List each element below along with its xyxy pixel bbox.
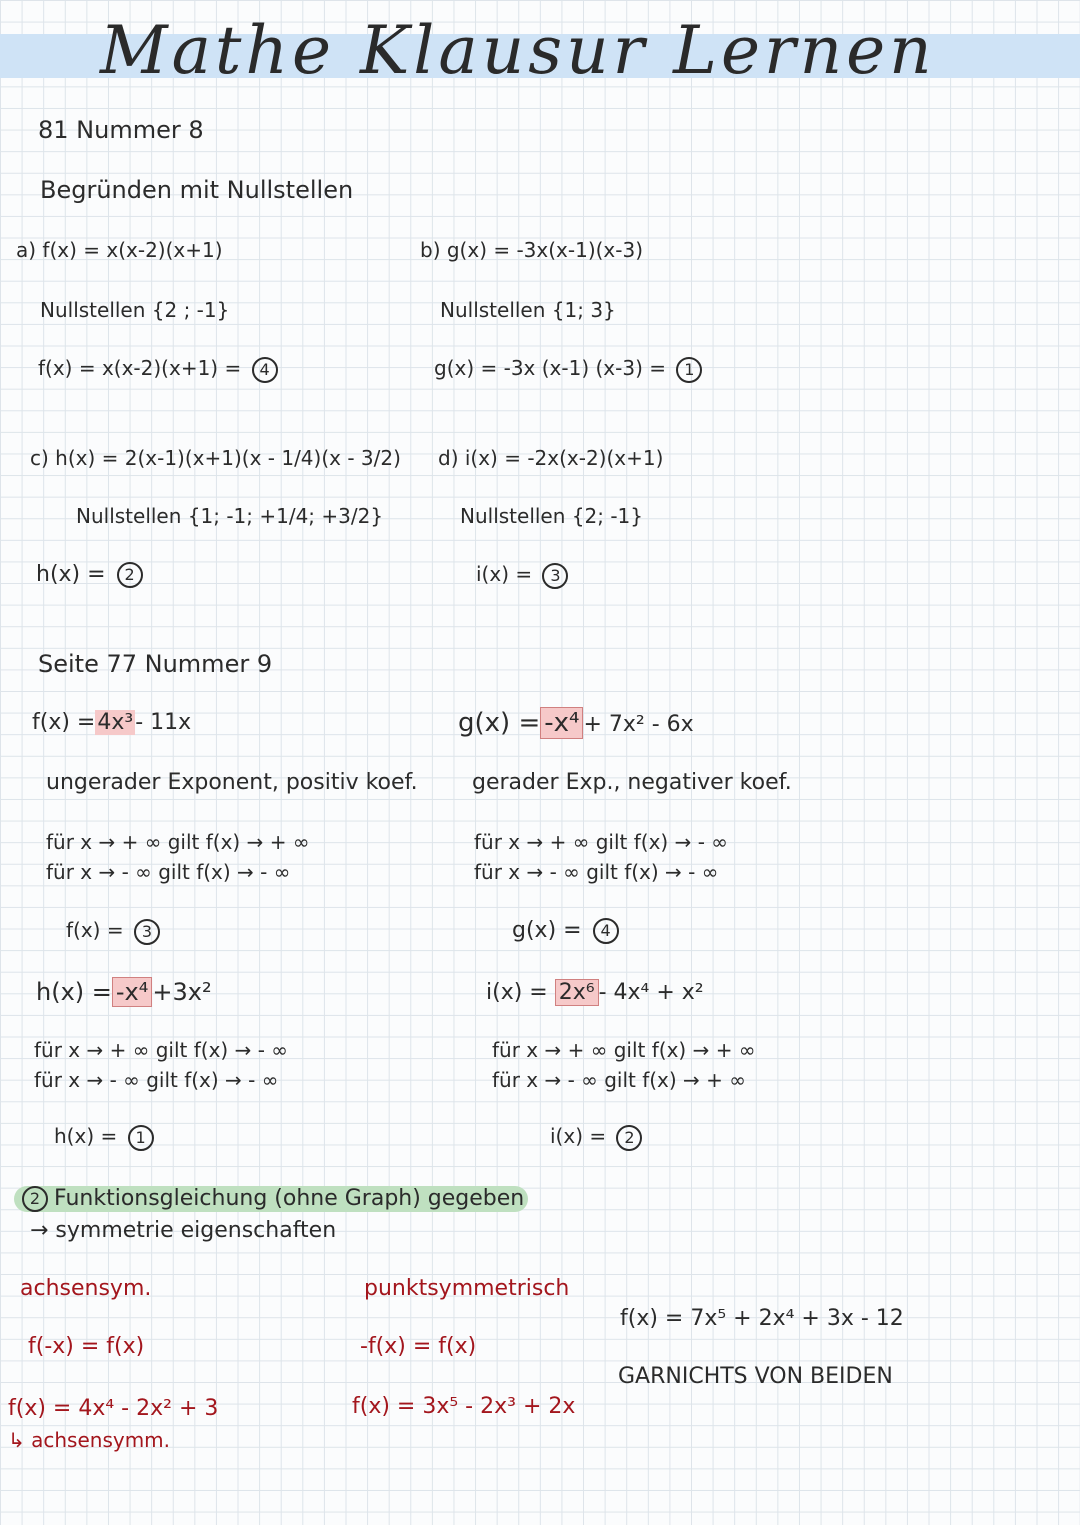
section3-heading xyxy=(22,1186,524,1212)
task-b-equation: b) g(x) = -3x(x-1)(x-3) xyxy=(420,238,644,262)
point-symmetry-title: punktsymmetrisch xyxy=(364,1276,570,1301)
task-f-eq-highlight: 4x³ xyxy=(97,710,134,735)
task-a-result-text: f(x) = x(x-2)(x+1) = xyxy=(38,356,242,380)
task-d-result-number: 3 xyxy=(542,563,568,589)
section1-heading: 81 Nummer 8 xyxy=(38,116,204,144)
task-g-eq-pre: g(x) = xyxy=(458,708,541,738)
task-f-description: ungerader Exponent, positiv koef. xyxy=(46,770,418,795)
task-i-result-number: 2 xyxy=(616,1125,642,1151)
page-title: Mathe Klausur Lernen xyxy=(100,12,936,89)
task-h-result xyxy=(54,1124,154,1151)
point-symmetry-rule: -f(x) = f(x) xyxy=(360,1334,477,1359)
task-b-result-number: 1 xyxy=(676,357,702,383)
task-i-result-text: i(x) = xyxy=(550,1124,607,1148)
task-c-result xyxy=(36,562,143,588)
task-f-limit-plus: für x → + ∞ gilt f(x) → + ∞ xyxy=(46,830,310,854)
task-g-result-text: g(x) = xyxy=(512,918,582,943)
task-b-zeros: Nullstellen {1; 3} xyxy=(440,298,616,322)
task-f-result-number: 3 xyxy=(134,919,160,945)
task-i-limit-plus: für x → + ∞ gilt f(x) → + ∞ xyxy=(492,1038,756,1062)
task-h-eq-pre: h(x) = xyxy=(36,978,112,1006)
axis-symmetry-example: f(x) = 4x⁴ - 2x² + 3 xyxy=(8,1396,219,1421)
task-g-result-number: 4 xyxy=(593,918,619,944)
task-c-result-number: 2 xyxy=(117,562,143,588)
section3-subheading: → symmetrie eigenschaften xyxy=(30,1218,337,1243)
task-f-eq-post: - 11x xyxy=(135,710,192,735)
task-b-result-text: g(x) = -3x (x-1) (x-3) = xyxy=(434,356,666,380)
task-a-result xyxy=(38,356,278,383)
task-d-result xyxy=(476,562,568,589)
task-g-limit-plus: für x → + ∞ gilt f(x) → - ∞ xyxy=(474,830,728,854)
task-a-result-number: 4 xyxy=(252,357,278,383)
task-f-result xyxy=(66,918,160,945)
task-i-eq-pre: i(x) = xyxy=(486,980,548,1005)
task-h-result-number: 1 xyxy=(128,1125,154,1151)
task-d-equation: d) i(x) = -2x(x-2)(x+1) xyxy=(438,446,664,470)
task-d-zeros: Nullstellen {2; -1} xyxy=(460,504,643,528)
section2-heading: Seite 77 Nummer 9 xyxy=(38,650,273,678)
task-g-equation xyxy=(458,708,694,738)
section1-subheading: Begründen mit Nullstellen xyxy=(40,176,354,204)
task-a-equation: a) f(x) = x(x-2)(x+1) xyxy=(16,238,223,262)
task-i-eq-post: - 4x⁴ + x² xyxy=(598,980,704,1005)
task-h-limit-minus: für x → - ∞ gilt f(x) → - ∞ xyxy=(34,1068,279,1092)
task-g-eq-highlight: -x⁴ xyxy=(540,707,583,739)
section3-heading-text: Funktionsgleichung (ohne Graph) gegeben xyxy=(54,1186,525,1211)
task-c-result-text: h(x) = xyxy=(36,562,106,587)
axis-symmetry-title: achsensym. xyxy=(20,1276,152,1301)
task-c-zeros: Nullstellen {1; -1; +1/4; +3/2} xyxy=(76,504,384,528)
task-i-limit-minus: für x → - ∞ gilt f(x) → + ∞ xyxy=(492,1068,746,1092)
task-h-limit-plus: für x → + ∞ gilt f(x) → - ∞ xyxy=(34,1038,288,1062)
task-i-eq-highlight: 2x⁶ xyxy=(555,979,599,1006)
task-h-eq-post: +3x² xyxy=(152,978,212,1006)
task-h-result-text: h(x) = xyxy=(54,1124,118,1148)
task-f-equation xyxy=(32,710,191,735)
task-i-equation xyxy=(486,980,704,1005)
task-h-equation xyxy=(36,978,212,1006)
point-symmetry-example: f(x) = 3x⁵ - 2x³ + 2x xyxy=(352,1394,576,1419)
task-g-result xyxy=(512,918,619,944)
task-g-limit-minus: für x → - ∞ gilt f(x) → - ∞ xyxy=(474,860,719,884)
neither-example: f(x) = 7x⁵ + 2x⁴ + 3x - 12 xyxy=(620,1306,904,1331)
task-a-zeros: Nullstellen {2 ; -1} xyxy=(40,298,230,322)
axis-symmetry-note: ↳ achsensymm. xyxy=(8,1428,171,1452)
task-d-result-text: i(x) = xyxy=(476,562,533,586)
task-g-eq-post: + 7x² - 6x xyxy=(583,712,694,737)
task-g-description: gerader Exp., negativer koef. xyxy=(472,770,792,795)
task-b-result xyxy=(434,356,702,383)
task-f-eq-pre: f(x) = xyxy=(32,710,96,735)
neither-note: GARNICHTS VON BEIDEN xyxy=(618,1364,893,1389)
task-c-equation: c) h(x) = 2(x-1)(x+1)(x - 1/4)(x - 3/2) xyxy=(30,446,401,470)
task-i-result xyxy=(550,1124,642,1151)
task-f-result-text: f(x) = xyxy=(66,918,124,942)
axis-symmetry-rule: f(-x) = f(x) xyxy=(28,1334,145,1359)
section3-number: 2 xyxy=(22,1186,48,1212)
task-h-eq-highlight: -x⁴ xyxy=(112,977,152,1007)
task-f-limit-minus: für x → - ∞ gilt f(x) → - ∞ xyxy=(46,860,291,884)
